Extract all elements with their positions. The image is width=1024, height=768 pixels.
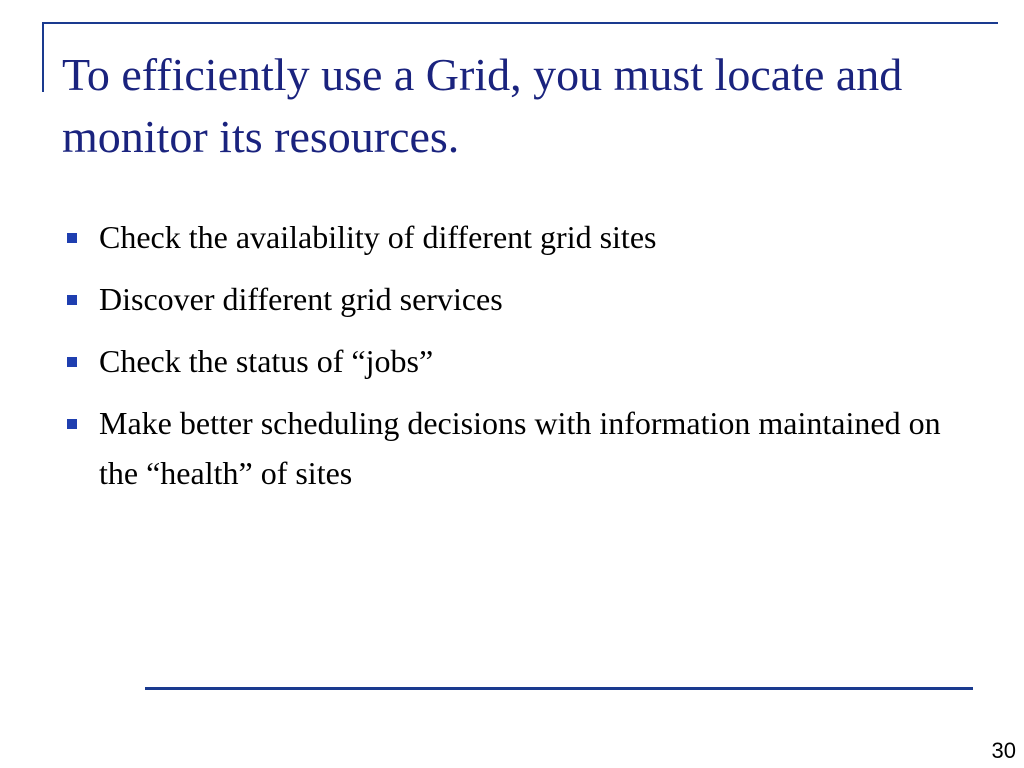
page-number: 30 — [991, 738, 1016, 763]
bullet-item — [62, 274, 962, 324]
bullet-item — [62, 212, 962, 262]
bullet-text: Discover different grid services — [99, 281, 503, 317]
bullet-list — [62, 212, 962, 510]
title-frame-top-rule — [42, 22, 998, 24]
footer-rule — [145, 687, 973, 690]
bullet-text: Check the status of “jobs” — [99, 343, 434, 379]
bullet-item — [62, 398, 962, 498]
bullet-text: Check the availability of different grid sites — [99, 219, 657, 255]
square-bullet-icon — [67, 357, 77, 367]
bullet-text: Make better scheduling decisions with information maintained on the “health” of sites — [99, 405, 941, 491]
square-bullet-icon — [67, 419, 77, 429]
square-bullet-icon — [67, 233, 77, 243]
slide-title: To efficiently use a Grid, you must locate and monitor its resources. — [62, 49, 903, 162]
title-frame-left-rule — [42, 22, 44, 92]
square-bullet-icon — [67, 295, 77, 305]
bullet-item — [62, 336, 962, 386]
